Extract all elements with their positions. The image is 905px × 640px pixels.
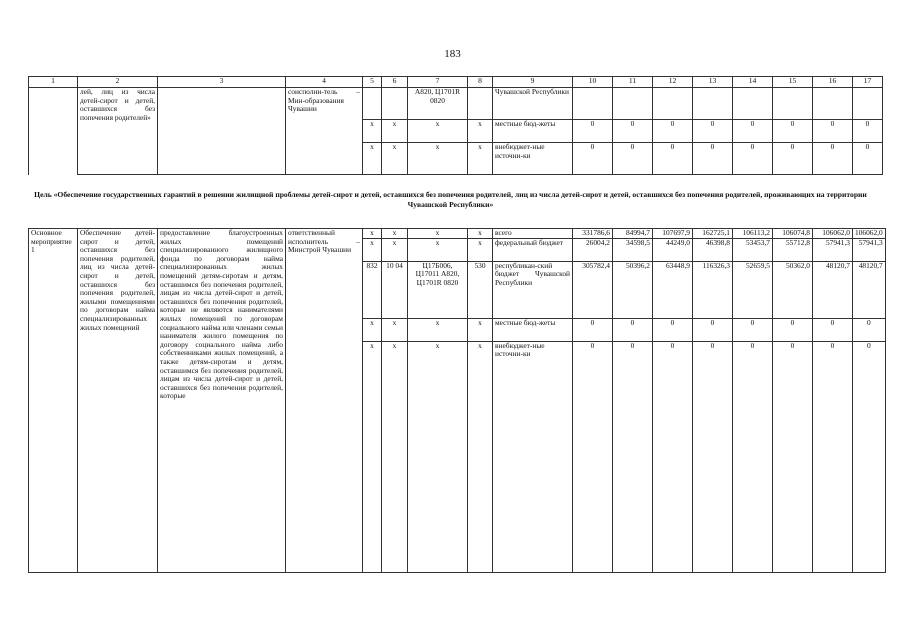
amount-cell: 116326,3 [693, 261, 733, 318]
amount-cell: 84994,7 [613, 229, 653, 239]
header-col-10: 10 [573, 77, 613, 88]
goal-title: Цель «Обеспечение государственных гарантий в решении жилищной проблемы детей-сирот и детей, оставшихся без попечения родителей, лиц из числа детей-сирот и детей, оставшихся без попечения родителей, проживающих на территории Чувашской Республики» [34, 190, 867, 209]
amount-cell: 34598,5 [613, 238, 653, 261]
cell-c5: х [363, 318, 382, 341]
amount-cell: 0 [613, 318, 653, 341]
amount-cell: 106062,0 [853, 229, 886, 239]
cell-col4: соисполни-тель – Мин-образования Чувашии [286, 88, 363, 175]
cell-c6: х [382, 318, 408, 341]
header-col-14: 14 [733, 77, 773, 88]
funding-source-label: местные бюд-жеты [493, 120, 573, 143]
amount-cell: 44249,0 [653, 238, 693, 261]
header-col-8: 8 [468, 77, 493, 88]
amount-cell: 0 [853, 120, 883, 143]
amount-cell: 0 [773, 143, 813, 175]
cell-c5: х [363, 120, 382, 143]
amount-cell: 0 [813, 143, 853, 175]
event-executor: ответственный исполнитель – Минстрой Чувашии [286, 229, 363, 573]
amount-cell: 107697,9 [653, 229, 693, 239]
amount-cell: 26004,2 [573, 238, 613, 261]
amount-cell: 0 [613, 143, 653, 175]
cell-c7: х [408, 143, 468, 175]
amount-cell: 57941,3 [813, 238, 853, 261]
funding-source-label: республикан-ский бюджет Чувашской Республики [493, 261, 573, 318]
funding-source-label: внебюджет-ные источни-ки [493, 341, 573, 572]
cell-col3 [158, 88, 286, 175]
amount-cell: 0 [813, 120, 853, 143]
cell-c8: х [468, 143, 493, 175]
cell-col7: А820, Ц1701R 0820 [408, 88, 468, 120]
page-number: 183 [444, 48, 461, 60]
cell-c7: х [408, 120, 468, 143]
header-col-2: 2 [78, 77, 158, 88]
amount-cell: 331786,6 [573, 229, 613, 239]
amount-cell: 0 [733, 318, 773, 341]
cell-c5: х [363, 229, 382, 239]
header-col-15: 15 [773, 77, 813, 88]
amount-cell: 106074,8 [773, 229, 813, 239]
cell-col1 [29, 88, 78, 175]
amount-cell: 57941,3 [853, 238, 886, 261]
cell-c8: х [468, 318, 493, 341]
funding-source-label: федеральный бюджет [493, 238, 573, 261]
cell-c7: х [408, 229, 468, 239]
amount-cell: 63448,9 [653, 261, 693, 318]
cell-c6: 10 04 [382, 261, 408, 318]
amount-cell: 0 [773, 318, 813, 341]
amount-cell: 0 [733, 143, 773, 175]
amount-cell: 0 [693, 120, 733, 143]
amount-cell: 0 [653, 341, 693, 572]
funding-source-label: местные бюд-жеты [493, 318, 573, 341]
amount-cell: 0 [733, 120, 773, 143]
funding-source-label: всего [493, 229, 573, 239]
cell-c8: 530 [468, 261, 493, 318]
amount-cell: 50396,2 [613, 261, 653, 318]
budget-table-continuation [28, 76, 883, 175]
amount-cell: 0 [773, 120, 813, 143]
amount-cell: 0 [693, 318, 733, 341]
cell-c8: х [468, 341, 493, 572]
amount-cell: 0 [693, 143, 733, 175]
amount-cell: 55712,8 [773, 238, 813, 261]
cell-c5: х [363, 238, 382, 261]
amount-cell: 46398,8 [693, 238, 733, 261]
header-row [29, 77, 883, 88]
amount-cell: 0 [573, 318, 613, 341]
amount-cell: 106113,2 [733, 229, 773, 239]
amount-cell: 48120,7 [813, 261, 853, 318]
event-description: предоставление благоустроенных жилых помещений специализированного жилищного фонда по договорам найма специализированных жилых помещений детям-сиротам и детям, оставшимся без попечения родителей, лицам из числа детей-сирот и детей, оставшихся без попечения родителей, которые не являются нанимателями жилых помещений по договорам социального найма или членами семьи нанимателя жилого помещения по договору социального найма либо собственниками жилых помещений, а также детям-сиротам и детям, оставшимся без попечения родителей, лицам из числа детей-сирот и детей, оставшихся без попечения родителей, которые [158, 229, 286, 573]
header-col-7: 7 [408, 77, 468, 88]
amount-cell: 0 [613, 341, 653, 572]
cell-col9: Чувашской Республики [493, 88, 573, 120]
header-col-5: 5 [363, 77, 382, 88]
amount-cell: 52659,5 [733, 261, 773, 318]
cell-col2: лей, лиц из числа детей-сирот и детей, оставшихся без попечения родителей» [78, 88, 158, 175]
cell-c5: 832 [363, 261, 382, 318]
amount-cell: 0 [573, 143, 613, 175]
amount-cell: 0 [653, 318, 693, 341]
amount-cell: 0 [733, 341, 773, 572]
budget-table-event [28, 228, 886, 573]
amount-cell: 0 [653, 143, 693, 175]
header-col-4: 4 [286, 77, 363, 88]
cell-c6: х [382, 238, 408, 261]
amount-cell: 0 [573, 341, 613, 572]
amount-cell: 0 [853, 318, 886, 341]
amount-cell: 0 [693, 341, 733, 572]
header-col-17: 17 [853, 77, 883, 88]
amount-cell: 0 [653, 120, 693, 143]
amount-cell: 50362,0 [773, 261, 813, 318]
amount-cell: 0 [813, 341, 853, 572]
amount-cell: 162725,1 [693, 229, 733, 239]
header-col-3: 3 [158, 77, 286, 88]
amount-cell: 305782,4 [573, 261, 613, 318]
event-title: Обеспечение детей-сирот и детей, оставшихся без попечения родителей, лиц из числа детей-сирот и детей, оставшихся без попечения родителей, жилыми помещениями по договорам найма специализированных жилых помещений [78, 229, 158, 573]
cell-c7: х [408, 318, 468, 341]
amount-cell: 48120,7 [853, 261, 886, 318]
header-col-6: 6 [382, 77, 408, 88]
amount-cell: 0 [573, 120, 613, 143]
cell-c6: х [382, 229, 408, 239]
amount-cell: 106062,0 [813, 229, 853, 239]
cell-c8: х [468, 229, 493, 239]
cell-c6: х [382, 120, 408, 143]
amount-cell: 0 [853, 143, 883, 175]
cell-c7: Ц17Б006, Ц17011 А820, Ц1701R 0820 [408, 261, 468, 318]
amount-cell: 53453,7 [733, 238, 773, 261]
cell-c6: х [382, 143, 408, 175]
amount-cell: 0 [773, 341, 813, 572]
cell-c5: х [363, 143, 382, 175]
table-row [29, 229, 886, 239]
cell-c5: х [363, 341, 382, 572]
header-col-16: 16 [813, 77, 853, 88]
cell-c8: х [468, 120, 493, 143]
header-col-13: 13 [693, 77, 733, 88]
event-name: Основное мероприятие 1 [29, 229, 78, 573]
header-col-11: 11 [613, 77, 653, 88]
amount-cell: 0 [853, 341, 886, 572]
header-col-1: 1 [29, 77, 78, 88]
cell-c6: х [382, 341, 408, 572]
cell-c7: х [408, 341, 468, 572]
header-col-9: 9 [493, 77, 573, 88]
table-row [29, 88, 883, 120]
header-col-12: 12 [653, 77, 693, 88]
funding-source-label: внебюджет-ные источни-ки [493, 143, 573, 175]
cell-c8: х [468, 238, 493, 261]
amount-cell: 0 [613, 120, 653, 143]
amount-cell: 0 [813, 318, 853, 341]
cell-c7: х [408, 238, 468, 261]
